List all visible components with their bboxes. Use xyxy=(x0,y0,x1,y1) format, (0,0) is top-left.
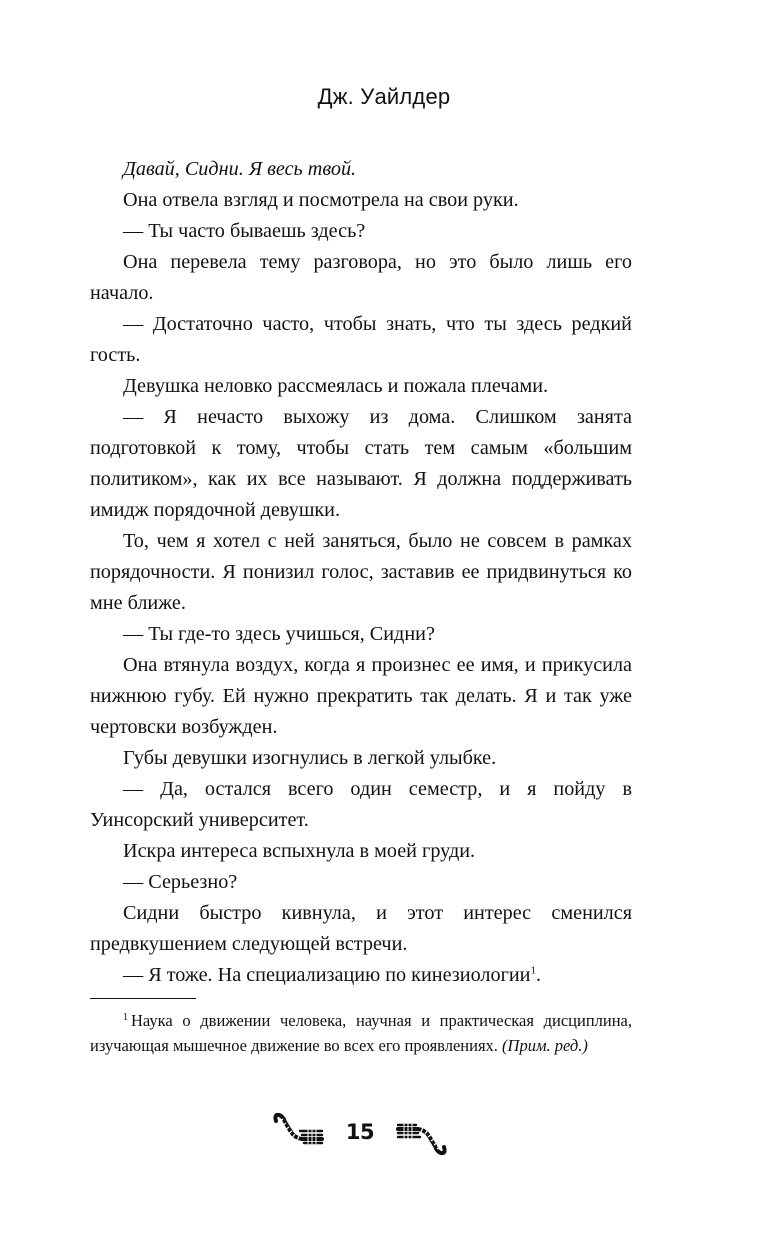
feather-ornament-icon xyxy=(394,1108,450,1160)
footnote-divider xyxy=(90,998,196,999)
running-title: Дж. Уайлдер xyxy=(317,84,451,109)
paragraph: — Достаточно часто, чтобы знать, что ты здесь редкий гость. xyxy=(90,313,632,366)
paragraph: — Серьезно? xyxy=(123,871,238,893)
footnote-paragraph xyxy=(90,1008,632,1058)
paragraph: Давай, Сидни. Я весь твой. xyxy=(123,158,357,180)
paragraph: Девушка неловко рассмеялась и пожала плечами. xyxy=(123,375,549,397)
paragraph-with-footnote: — Я тоже. На специализацию по кинезиологии$^1$. xyxy=(123,964,542,986)
paragraph: Она отвела взгляд и посмотрела на свои руки. xyxy=(123,189,519,211)
footnote-reference[interactable]: 1 xyxy=(530,964,536,977)
paragraph: Губы девушки изогнулись в легкой улыбке. xyxy=(123,747,497,769)
footnote-marker: 1 xyxy=(123,1011,128,1023)
footnote xyxy=(90,1008,632,1058)
footnote-editor-note: (Прим. ред.) xyxy=(502,1036,588,1055)
paragraph: То, чем я хотел с ней заняться, было не совсем в рамках порядочности. Я понизил голос, заставив ее придвинуться ко мне ближе. xyxy=(90,530,632,614)
paragraph: — Ты часто бываешь здесь? xyxy=(123,220,366,242)
footnote-text: Наука о движении человека, научная и практическая дисциплина, изучающая мышечное движение во всех его проявлениях. xyxy=(90,1011,632,1055)
feather-ornament-icon xyxy=(270,1108,326,1160)
main-text xyxy=(90,154,632,991)
paragraph: Она втянула воздух, когда я произнес ее имя, и прикусила нижнюю губу. Ей нужно прекратить так делать. Я и так уже чертовски возбужден. xyxy=(90,654,632,738)
paragraph: Искра интереса вспыхнула в моей груди. xyxy=(123,840,476,862)
page-footer xyxy=(0,1108,768,1160)
paragraph: Она перевела тему разговора, но это было лишь его начало. xyxy=(90,251,632,304)
paragraph: — Я нечасто выхожу из дома. Слишком занята подготовкой к тому, чтобы стать тем самым «большим политиком», как их все называют. Я должна поддерживать имидж порядочной девушки. xyxy=(90,406,632,521)
paragraph: Сидни быстро кивнула, и этот интерес сменился предвкушением следующей встречи. xyxy=(90,902,632,955)
paragraph: — Да, остался всего один семестр, и я пойду в Уинсорский университет. xyxy=(90,778,632,831)
paragraph: — Ты где-то здесь учишься, Сидни? xyxy=(123,623,435,645)
page-number: 15 xyxy=(345,1120,375,1144)
paragraph-text: — Я тоже. На специализацию по кинезиологии xyxy=(123,964,531,986)
